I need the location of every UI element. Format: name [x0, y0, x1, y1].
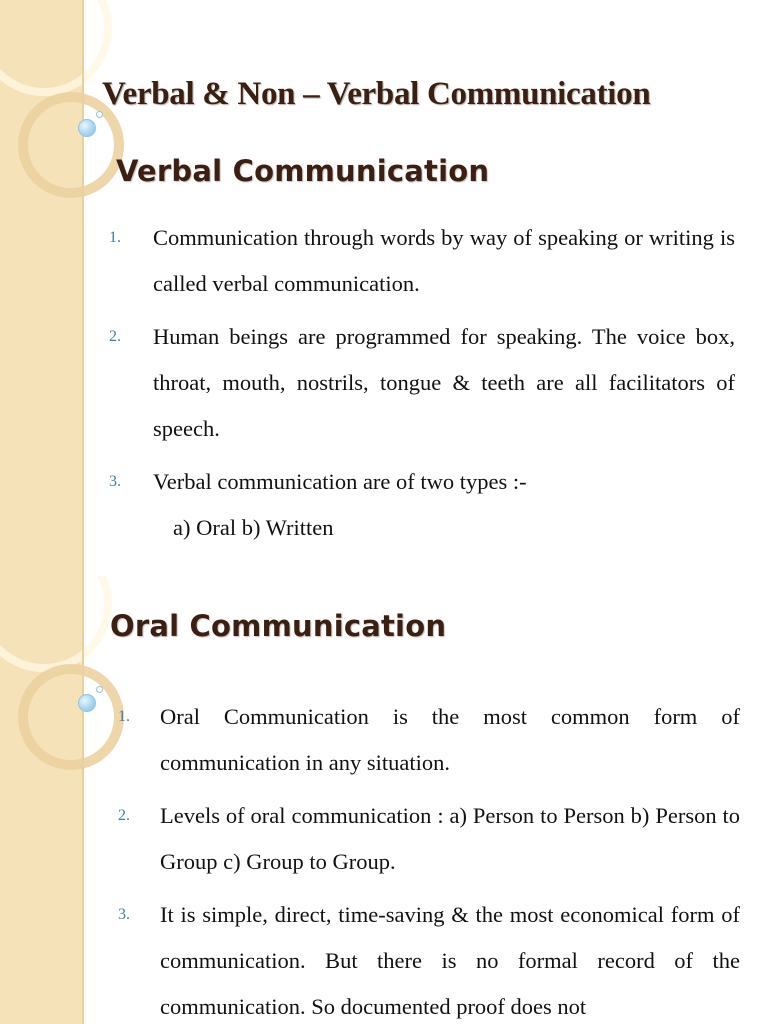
list-number: 1. — [118, 708, 130, 725]
list-item-text: Oral Communication is the most common form of communication in any situation. — [160, 704, 740, 775]
list-item — [109, 459, 735, 551]
section-heading-oral: Oral Communication — [110, 609, 447, 643]
decorative-ring — [0, 0, 112, 96]
decorative-ring — [0, 576, 112, 672]
section-heading-verbal: Verbal Communication — [116, 154, 490, 188]
list-item — [109, 314, 735, 452]
verbal-points-list — [109, 215, 735, 551]
list-number: 1. — [109, 229, 121, 246]
page-title: Verbal & Non – Verbal Communication — [102, 76, 651, 112]
decorative-side-band — [0, 576, 84, 1024]
list-item — [118, 793, 740, 885]
list-item-text: Verbal communication are of two types :- — [153, 469, 527, 494]
list-number: 3. — [109, 473, 121, 490]
list-item-subtext: a) Oral b) Written — [173, 515, 334, 540]
list-item-text: It is simple, direct, time-saving & the most economical form of communication. But there is no formal record of the communication. So documented proof does not — [160, 902, 740, 1019]
list-item-text: Human beings are programmed for speaking. The voice box, throat, mouth, nostrils, tongue & teeth are all facilitators of speech. — [153, 324, 735, 441]
list-number: 2. — [118, 807, 130, 824]
decorative-ring — [18, 664, 124, 770]
list-number: 3. — [118, 906, 130, 923]
list-item — [118, 694, 740, 786]
list-item — [109, 215, 735, 307]
decorative-dot — [78, 119, 96, 137]
list-item — [118, 892, 740, 1024]
list-item-text: Communication through words by way of speaking or writing is called verbal communication. — [153, 225, 735, 296]
decorative-side-band — [0, 0, 84, 576]
decorative-dot — [96, 686, 103, 693]
list-number: 2. — [109, 328, 121, 345]
list-item-text: Levels of oral communication : a) Person to Person b) Person to Group c) Group to Group. — [160, 803, 740, 874]
slide-oral-communication — [0, 576, 768, 1024]
oral-points-list — [118, 694, 740, 1024]
decorative-dot — [78, 694, 96, 712]
